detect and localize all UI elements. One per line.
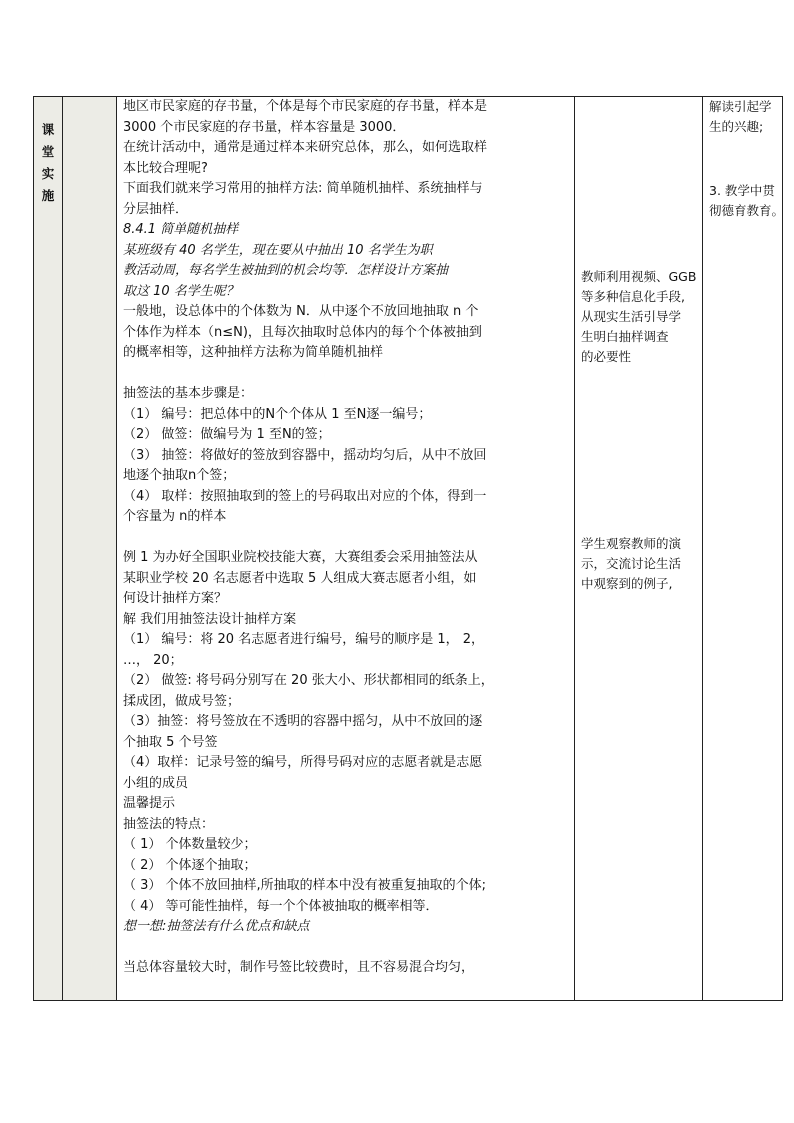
solution-line: （2） 做签: 将号码分别写在 20 张大小、形状都相同的纸条上， [123, 673, 494, 688]
section-heading: 8.4.1 简单随机抽样 [123, 222, 239, 237]
text-line: 一般地，设总体中的个体数为 N．从中逐个不放回地抽取 n 个 [123, 304, 479, 319]
solution-line: （4）取样：记录号签的编号，所得号码对应的志愿者就是志愿 [123, 755, 483, 770]
tip-heading: 温馨提示 [123, 796, 176, 811]
text-line: 分层抽样． [123, 201, 189, 217]
step-line: （2） 做签：做编号为 1 至N的签； [123, 427, 331, 442]
solution-line: （3）抽签：将号签放在不透明的容器中摇匀，从中不放回的逐 [123, 714, 483, 729]
text-line: 的概率相等，这种抽样方法称为简单随机抽样 [123, 345, 384, 360]
tip-line: （ 3） 个体不放回抽样,所抽取的样本中没有被重复抽取的个体; [123, 878, 487, 893]
intent-line: 3. 教学中贯 [709, 183, 775, 198]
step-line: 地逐个抽取n个签； [123, 468, 236, 483]
text-line: 当总体容量较大时，制作号签比较费时，且不容易混合均匀， [123, 960, 475, 975]
tip-line: （ 4） 等可能性抽样，每一个个体被抽取的概率相等． [123, 898, 439, 914]
step-line: 个容量为 n的样本 [123, 509, 227, 524]
tip-line: 抽签法的特点： [123, 816, 215, 832]
solution-line: （1） 编号：将 20 名志愿者进行编号，编号的顺序是 1， 2， [123, 632, 485, 647]
text-line: 个体作为样本（n≤N)，且每次抽取时总体内的每个个体被抽到 [123, 324, 482, 340]
text-line: 3000 个市民家庭的存书量，样本容量是 3000． [123, 119, 406, 135]
activity-line: 示，交流讨论生活 [581, 556, 682, 571]
step-line: （4） 取样：按照抽取到的签上的号码取出对应的个体，得到一 [123, 488, 487, 504]
content-text [123, 97, 569, 979]
step-line: （3） 抽签：将做好的签放到容器中，摇动均匀后，从中不放回 [123, 447, 487, 463]
example-line: 何设计抽样方案？ [123, 591, 228, 606]
example-line: 某职业学校 20 名志愿者中选取 5 人组成大赛志愿者小组，如 [123, 570, 477, 586]
intent-line: 生的兴趣; [709, 119, 764, 134]
intent-line: 解读引起学 [709, 99, 772, 114]
text-line: 在统计活动中，通常是通过样本来研究总体，那么，如何选取样 [123, 140, 488, 155]
intent-line: 彻德育教育。 [709, 203, 785, 218]
tip-line: （ 1） 个体数量较少； [123, 837, 257, 852]
intent-column [703, 97, 785, 1000]
text-line: 抽签法的基本步骤是： [123, 386, 254, 401]
text-line: 本比较合理呢? [123, 160, 208, 176]
section-column [34, 97, 63, 1000]
intent-note [709, 181, 785, 221]
text-line: 地区市民家庭的存书量，个体是每个市民家庭的存书量，样本是 [123, 99, 488, 114]
student-activity [581, 534, 699, 594]
solution-line: 小组的成员 [123, 775, 189, 791]
tip-line: （ 2） 个体逐个抽取； [123, 857, 257, 873]
problem-line: 教活动周，每名学生被抽到的机会均等．怎样设计方案抽 [123, 263, 449, 278]
section-char: 堂 [41, 144, 55, 159]
section-label [40, 119, 56, 207]
activity-column [575, 97, 703, 1000]
text-line: 下面我们就来学习常用的抽样方法: 简单随机抽样、系统抽样与 [123, 181, 483, 196]
teacher-activity [581, 267, 699, 367]
activity-line: 从现实生活引导学 [581, 309, 682, 324]
solution-line: 揉成团，做成号签； [123, 693, 241, 709]
sub-column [63, 97, 117, 1000]
problem-line: 取这 10 名学生呢？ [123, 283, 239, 299]
problem-line: 某班级有 40 名学生，现在要从中抽出 10 名学生为职 [123, 242, 433, 258]
activity-line: 的必要性 [581, 349, 632, 364]
step-line: （1） 编号：把总体中的N个个体从 1 至N逐一编号； [123, 406, 432, 422]
activity-line: 中观察到的例子, [581, 576, 673, 591]
section-char: 施 [41, 188, 55, 203]
activity-line: 等多种信息化手段, [581, 289, 685, 304]
solution-line: 个抽取 5 个号签 [123, 734, 218, 750]
solution-line: 解 我们用抽签法设计抽样方案 [123, 611, 297, 627]
section-char: 实 [41, 166, 55, 181]
activity-line: 生明白抽样调查 [581, 329, 669, 344]
activity-line: 教师利用视频、GGB [581, 269, 697, 284]
content-column [117, 97, 575, 1000]
intent-note [709, 97, 781, 137]
solution-line: …， 20； [123, 652, 183, 668]
example-line: 例 1 为办好全国职业院校技能大赛，大赛组委会采用抽签法从 [123, 550, 478, 565]
think-prompt: 想一想:抽签法有什么优点和缺点 [123, 919, 310, 934]
section-char: 课 [41, 122, 55, 137]
activity-line: 学生观察教师的演 [581, 536, 682, 551]
lesson-table [33, 96, 783, 1001]
